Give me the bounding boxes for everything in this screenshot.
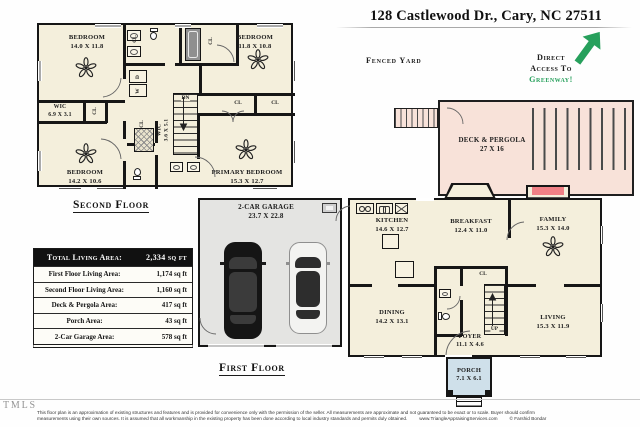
wall (350, 284, 372, 287)
window (95, 24, 121, 28)
dryer-label: D (135, 74, 141, 79)
deck-pergola (438, 100, 634, 196)
porch-post (485, 390, 491, 396)
cooktop (356, 203, 374, 214)
car-white (289, 242, 327, 334)
pergola-slats (532, 108, 628, 170)
room-name: 2-CAR GARAGE (238, 203, 294, 211)
table-row (34, 328, 192, 344)
car-mirror (326, 262, 330, 265)
room-name: BREAKFAST (450, 218, 492, 225)
car-rear-window (230, 315, 256, 324)
room-label-primary-bedroom (212, 169, 283, 186)
living-area-table (33, 248, 193, 348)
room-label-wic2 (157, 119, 172, 142)
tmls-logo: TMLS (3, 400, 37, 411)
closet-label: CL (271, 100, 279, 106)
ceiling-fan-icon (75, 143, 98, 166)
closet-label: CL (479, 271, 487, 277)
room-label-bedroom3 (67, 169, 103, 186)
room-label-wic1 (48, 104, 71, 119)
car-mirror (220, 262, 224, 265)
table-header-value: 2,334 sq ft (146, 253, 187, 262)
fireplace-firebox (532, 187, 564, 195)
row-label: Second Floor Living Area: (45, 285, 124, 294)
toilet-tank (134, 177, 142, 181)
vanity-sink (170, 162, 183, 172)
stairs-up-label: UP (490, 326, 499, 332)
room-dims: 27 X 16 (480, 145, 504, 154)
wall (434, 336, 437, 357)
room-dims: 14.2 X 10.6 (68, 177, 102, 185)
row-value: 1,160 sq ft (156, 285, 187, 294)
room-dims: 14.2 X 13.1 (375, 317, 409, 325)
row-label: Deck & Pergola Area: (51, 301, 118, 310)
sink-basin (383, 206, 390, 214)
first-floor-caption: First Floor (219, 362, 285, 374)
toilet-bowl (150, 32, 157, 40)
closet-label: CL (132, 35, 138, 43)
wall (508, 200, 511, 238)
disclaimer-line1: This floor plan is an approximation of existing structures and features and is provided for convenience only with the permission of the seller. All measurements are approximate and not guaranteed to be exact or to scale. Buyer should confirm (37, 410, 535, 415)
room-dims: 7.1 X 6.1 (456, 375, 482, 383)
kitchen-counter (395, 261, 414, 278)
vanity-sink (187, 162, 200, 172)
room-name: DECK & PERGOLA (458, 136, 526, 144)
room-dims: 6.9 X 3.1 (48, 111, 72, 118)
room-name: DINING (379, 309, 405, 316)
room-dims: 12.4 X 11.0 (454, 226, 488, 234)
fenced-yard-label: Fenced Yard (366, 56, 422, 65)
room-name: WIC (53, 104, 67, 110)
table-row (34, 313, 192, 329)
copyright-notice: © Farshid Bondar (509, 416, 547, 422)
wall (123, 161, 126, 189)
room-dims: 23.7 X 22.8 (248, 212, 284, 221)
deck-stairs (394, 108, 438, 128)
bay-window (444, 183, 496, 199)
closet-label: CL (234, 100, 242, 106)
wall (254, 93, 257, 115)
table-row (34, 266, 192, 282)
car-mirror (286, 262, 290, 265)
room-label-deck (459, 136, 526, 154)
toilet-tank (438, 313, 442, 321)
room-label-living (537, 314, 570, 331)
wall (179, 25, 182, 65)
first-floor-house (348, 198, 602, 357)
window (566, 356, 586, 360)
wall (175, 63, 239, 66)
wall (564, 284, 602, 287)
stairs-down-label: DN (181, 95, 190, 101)
garage-door (276, 344, 332, 348)
room-name: BEDROOM (66, 169, 104, 176)
garage-door (208, 344, 264, 348)
room-dims: 15.3 X 14.0 (536, 224, 570, 232)
car-roof (229, 272, 257, 312)
garage-opener-unit (322, 203, 337, 213)
wall (123, 63, 165, 66)
powder-sink (439, 289, 451, 298)
room-name: FAMILY (539, 216, 567, 223)
room-name: BEDROOM (236, 34, 274, 41)
wall (434, 266, 437, 336)
room-name: PRIMARY BEDROOM (211, 169, 283, 176)
shower (134, 128, 154, 152)
car-rear-window (296, 310, 320, 319)
room-label-porch (456, 367, 482, 384)
wall (434, 266, 508, 269)
window (38, 151, 42, 171)
room-name: LIVING (540, 314, 566, 321)
room-dims: 15.3 X 12.7 (230, 177, 264, 185)
window (293, 141, 297, 163)
wall (83, 100, 86, 123)
closet-label: CL (92, 107, 98, 115)
footer-disclaimer (37, 410, 597, 423)
car-windshield (229, 257, 257, 269)
wall (197, 113, 295, 116)
wall (123, 25, 126, 79)
window (59, 187, 81, 191)
greenway-note-line1: Direct (537, 53, 565, 62)
window (402, 356, 422, 360)
burner (365, 206, 371, 212)
porch (446, 357, 492, 397)
table-header-label: Total Living Area: (46, 253, 123, 262)
wall (460, 300, 463, 336)
room-name: WIC (156, 123, 163, 137)
closet-label: CL (139, 120, 145, 128)
room-label-kitchen (375, 217, 408, 234)
bathtub-basin (188, 31, 198, 58)
car-mirror (262, 262, 266, 265)
window (38, 61, 42, 81)
footer-divider (0, 399, 640, 400)
room-dims: 14.0 X 11.8 (70, 42, 104, 50)
garage-opener-panel (326, 206, 333, 210)
room-label-family (536, 216, 569, 233)
wall (460, 266, 463, 286)
room-dims: 15.3 X 11.9 (536, 322, 570, 330)
toilet (149, 28, 158, 41)
window (601, 304, 605, 322)
washer-label: W (135, 87, 141, 94)
window (293, 61, 297, 81)
second-floor-caption: Second Floor (73, 199, 149, 211)
wall (39, 100, 125, 103)
car-roof (296, 271, 320, 307)
window (257, 24, 283, 28)
vanity-sink (127, 46, 141, 57)
ceiling-fan-icon (542, 236, 565, 259)
room-dims: 11.1 X 4.6 (456, 341, 484, 349)
table-header-row (34, 249, 192, 266)
appraiser-website: www.TriangleAppraisingServices.com (419, 416, 498, 422)
window (175, 24, 191, 28)
stairs-down (173, 93, 198, 155)
kitchen-sink (376, 203, 393, 214)
wall (39, 121, 107, 124)
room-label-breakfast (450, 218, 492, 235)
room-name: FOYER (458, 333, 482, 340)
wall (199, 63, 202, 95)
ceiling-fan-icon (235, 139, 258, 162)
row-value: 578 sq ft (161, 332, 187, 341)
kitchen-island (382, 234, 399, 249)
ceiling-fan-icon (247, 49, 270, 72)
greenway-arrow-icon (567, 27, 609, 69)
row-value: 1,174 sq ft (156, 270, 187, 279)
row-label: Porch Area: (66, 317, 103, 326)
wall (155, 155, 158, 189)
room-label-bedroom1 (69, 34, 105, 51)
wall (123, 121, 126, 139)
wall (398, 284, 436, 287)
deck-door-opening (416, 198, 434, 202)
garage (198, 198, 342, 347)
toilet-bowl (134, 169, 141, 177)
ceiling-fan-icon (75, 57, 98, 80)
car-windshield (295, 257, 321, 268)
greenway-note-line2: Access To (530, 64, 572, 74)
row-value: 43 sq ft (165, 317, 187, 326)
toilet-bowl (442, 313, 450, 320)
table-row (34, 297, 192, 313)
window (253, 187, 277, 191)
wall (105, 100, 108, 123)
row-value: 417 sq ft (161, 301, 187, 310)
greenway-note-line3: Greenway! (529, 75, 573, 85)
table-row (34, 282, 192, 298)
bathtub (185, 28, 201, 61)
room-dims: 14.6 X 12.7 (375, 225, 409, 233)
disclaimer-line2 (37, 416, 597, 422)
room-name: KITCHEN (375, 217, 409, 224)
room-name: PORCH (456, 367, 482, 374)
second-floor-plan (37, 23, 293, 187)
bay-window-glass (447, 185, 493, 197)
room-label-dining (375, 309, 408, 326)
wall (197, 93, 295, 96)
room-dims: 3.6 X 5.1 (164, 118, 170, 142)
toilet (133, 167, 142, 180)
wall (505, 266, 508, 336)
window (520, 356, 540, 360)
row-label: First Floor Living Area: (48, 270, 121, 279)
room-label-foyer (456, 333, 484, 349)
room-label-garage (238, 203, 294, 221)
closet-label: CL (208, 37, 214, 45)
porch-post (447, 390, 453, 396)
room-label-bedroom2 (237, 34, 273, 51)
room-name: BEDROOM (68, 34, 106, 41)
window (601, 226, 605, 244)
toilet-tank (150, 28, 158, 32)
disclaimer-text: measurements using their own sources. It is assumed that all workmanship in the existing property has been done according to local industry standards and permits duly obtained. (37, 416, 408, 422)
window (97, 187, 123, 191)
row-label: 2-Car Garage Area: (54, 332, 115, 341)
window (364, 356, 384, 360)
car-black (224, 242, 262, 339)
page-title: 128 Castlewood Dr., Cary, NC 27511 (370, 8, 602, 24)
dishwasher (395, 203, 408, 214)
toilet (438, 312, 451, 321)
room-dims: 11.8 X 10.8 (238, 42, 272, 50)
dishwasher-x (396, 205, 407, 213)
